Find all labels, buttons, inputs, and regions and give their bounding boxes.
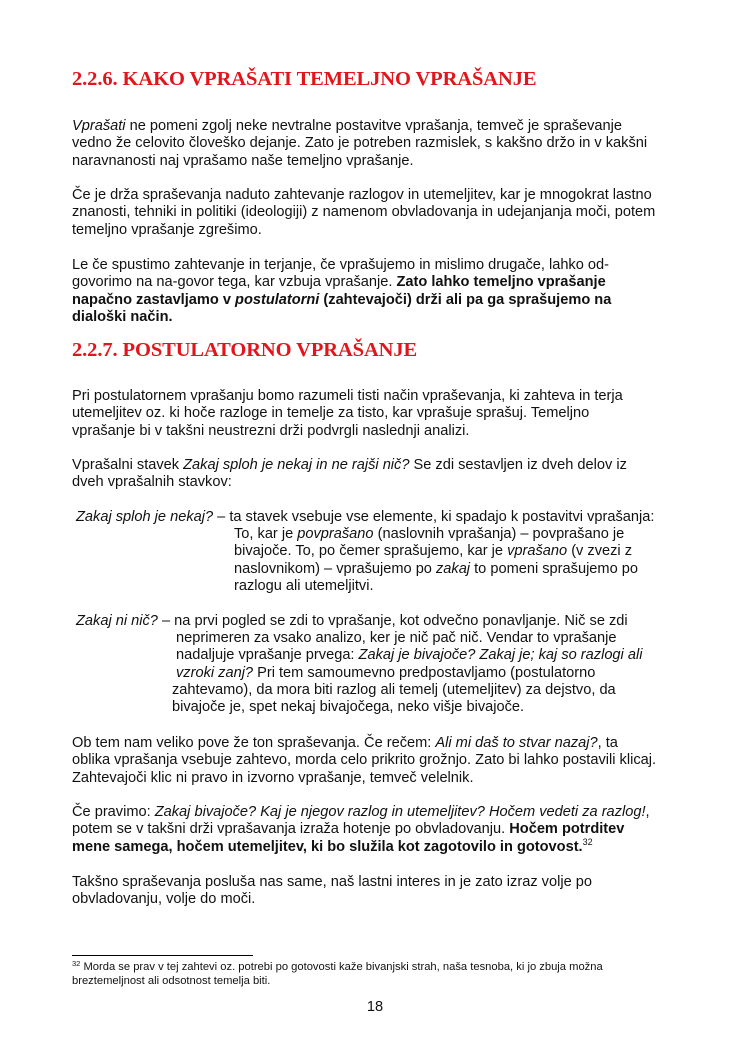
bold-text: dialoški način. bbox=[72, 309, 173, 326]
text-line: Zahtevajoči klic ni pravo in izvorno vprašanje, temveč velelnik. bbox=[72, 769, 474, 786]
italic-term: povprašano bbox=[297, 526, 374, 542]
text-line: razlogu ali utemeljitvi. bbox=[234, 578, 374, 595]
text: – ta stavek vsebuje vse elemente, ki spadajo k postavitvi vprašanja: bbox=[213, 509, 655, 525]
definition-item-1-body bbox=[234, 526, 638, 596]
text-line bbox=[72, 292, 682, 309]
text-line bbox=[234, 543, 638, 560]
text-line: Le če spustimo zahtevanje in terjanje, če vprašujemo in mislimo drugače, lahko od- bbox=[72, 257, 609, 273]
text-line: znanosti, tehniki in politiki (ideologiji) z namenom obvladovanja in udejanjanja moči, potem bbox=[72, 204, 656, 221]
text-line bbox=[234, 561, 638, 578]
text: To, kar je bbox=[234, 526, 298, 542]
text: (naslovnih vprašanja) – povprašano je bbox=[373, 526, 625, 542]
text: naslovnikom) – vprašujemo po bbox=[234, 560, 436, 577]
text: govorimo na na-govor tega, kar vzbuja vprašanje. bbox=[72, 274, 397, 291]
bold-text: Zato lahko temeljno vprašanje bbox=[396, 274, 606, 291]
text-line bbox=[234, 526, 638, 543]
text: Se zdi sestavljen iz dveh delov iz bbox=[409, 457, 627, 473]
text: to pomeni sprašujemo po bbox=[470, 560, 638, 577]
text-line: Takšno spraševanja posluša nas same, naš lastni interes in je zato izraz volje po bbox=[72, 874, 592, 890]
text: nadaljuje vprašanje prvega: bbox=[176, 647, 359, 664]
paragraph bbox=[72, 187, 682, 239]
paragraph bbox=[72, 118, 682, 170]
text-line: dveh vprašalnih stavkov: bbox=[72, 474, 232, 491]
text-line bbox=[72, 735, 682, 752]
text-line bbox=[72, 309, 682, 326]
text-line: vedno že celovito človeško dejanje. Zato je potreben razmislek, s kakšno držo in v kakšni bbox=[72, 135, 648, 152]
italic-question: Zakaj bivajoče? Kaj je njegov razlog in utemeljitev? Hočem vedeti za razlog! bbox=[154, 804, 646, 820]
text-line: obvladovanju, volje do moči. bbox=[72, 891, 256, 908]
bold-text: mene samega, hočem utemeljitev, ki bo služila kot zagotovilo in gotovost. bbox=[72, 838, 583, 855]
text: ne pomeni zgolj neke nevtralne postavitve vprašanja, temveč je spraševanje bbox=[125, 118, 623, 134]
definition-item-2-body-cont bbox=[172, 682, 616, 717]
text: Morda se prav v tej zahtevi oz. potrebi po gotovosti kaže bivanjski strah, naša tesnoba, ki jo zbuja možna bbox=[80, 961, 603, 973]
italic-term: postulatorni bbox=[235, 291, 320, 308]
paragraph bbox=[72, 457, 682, 492]
text: , ta bbox=[597, 735, 618, 751]
text: Ob tem nam veliko pove že ton spraševanja. Če rečem: bbox=[72, 735, 436, 751]
text-line bbox=[76, 509, 654, 526]
text-line bbox=[72, 960, 682, 974]
text-line: utemeljitev oz. ki hoče razloge in temelje za tisto, kar vprašuje sprašuj. Temeljno bbox=[72, 405, 590, 422]
footnote bbox=[72, 960, 682, 988]
text-line bbox=[72, 274, 682, 291]
text-line: breztemeljnost ali odsotnost temelja biti. bbox=[72, 975, 271, 987]
text-line bbox=[176, 647, 642, 664]
text: Pri tem samoumevno predpostavljamo (postulatorno bbox=[253, 664, 596, 681]
text: (zahtevajoči) drži ali pa ga sprašujemo na bbox=[319, 291, 612, 308]
text-line bbox=[76, 613, 628, 630]
text-line: bivajoče je, spet nekaj bivajočega, neko višje bivajoče. bbox=[172, 699, 525, 716]
text-line bbox=[72, 457, 682, 474]
footnote-reference[interactable]: 32 bbox=[582, 836, 593, 847]
text: potem se v takšni drži vprašavanja izraža hotenje po obvladovanju. bbox=[72, 821, 510, 838]
section-heading-2-2-7: 2.2.7. POSTULATORNO VPRAŠANJE bbox=[72, 339, 418, 361]
text-line: vprašanje bi v takšni neustrezni drži podvrgli naslednji analizi. bbox=[72, 422, 470, 439]
italic-text: Zakaj je bivajoče? Zakaj je; kaj so razlogi ali bbox=[358, 647, 643, 664]
text: – na prvi pogled se zdi to vprašanje, kot odvečno ponavljanje. Nič se zdi bbox=[157, 613, 628, 629]
text-line bbox=[176, 665, 642, 682]
text: , bbox=[645, 804, 650, 820]
text-line: temeljno vprašanje zgrešimo. bbox=[72, 221, 262, 238]
paragraph bbox=[72, 874, 682, 909]
text-line: Če je drža spraševanja naduto zahtevanje razlogov in utemeljitev, kar je mnogokrat lastno bbox=[72, 187, 652, 203]
text-line: Pri postulatornem vprašanju bomo razumeli tisti način vpraševanja, ki zahteva in terja bbox=[72, 388, 623, 404]
text: Vprašalni stavek bbox=[72, 457, 184, 473]
bold-text: Hočem potrditev bbox=[509, 821, 625, 838]
item-term: Zakaj ni nič? bbox=[76, 613, 158, 629]
text: Če pravimo: bbox=[72, 804, 155, 820]
footnote-separator bbox=[72, 955, 253, 956]
text-line: oblika vprašanja vsebuje zahtevo, morda celo prikrito grožnjo. Zato bi lahko postavili klicaj. bbox=[72, 752, 657, 769]
text: bivajoče. To, po čemer sprašujemo, kar je bbox=[234, 543, 508, 560]
paragraph bbox=[72, 735, 682, 787]
text-line: neprimeren za vsako analizo, ker je nič pač nič. Vendar to vprašanje bbox=[176, 630, 617, 646]
definition-item-1 bbox=[76, 509, 654, 526]
definition-item-2 bbox=[76, 613, 628, 630]
paragraph bbox=[72, 388, 682, 440]
text: napačno zastavljamo v bbox=[72, 291, 236, 308]
definition-item-2-body bbox=[176, 630, 642, 682]
italic-question: Ali mi daš to stvar nazaj? bbox=[435, 735, 598, 751]
text-line bbox=[72, 804, 682, 821]
text-line: zahtevamo), da mora biti razlog ali temelj (utemeljitev) za dejstvo, da bbox=[172, 682, 616, 698]
text: (v zvezi z bbox=[567, 543, 633, 560]
italic-text: vzroki zanj? bbox=[176, 664, 254, 681]
italic-question: Zakaj sploh je nekaj in ne rajši nič? bbox=[183, 457, 410, 473]
bold-text bbox=[72, 292, 611, 308]
item-term: Zakaj sploh je nekaj? bbox=[76, 509, 214, 525]
italic-term: zakaj bbox=[435, 560, 471, 577]
footnote-number: 32 bbox=[72, 959, 81, 968]
paragraph bbox=[72, 257, 682, 327]
page-number: 18 bbox=[366, 999, 384, 1015]
text-line: naravnanosti naj vprašamo naše temeljno vprašanje. bbox=[72, 152, 414, 169]
text-line bbox=[72, 836, 682, 856]
paragraph bbox=[72, 804, 682, 856]
italic-term: vprašano bbox=[507, 543, 568, 560]
section-heading-2-2-6: 2.2.6. KAKO VPRAŠATI TEMELJNO VPRAŠANJE bbox=[72, 68, 537, 90]
italic-term: Vprašati bbox=[72, 118, 126, 134]
